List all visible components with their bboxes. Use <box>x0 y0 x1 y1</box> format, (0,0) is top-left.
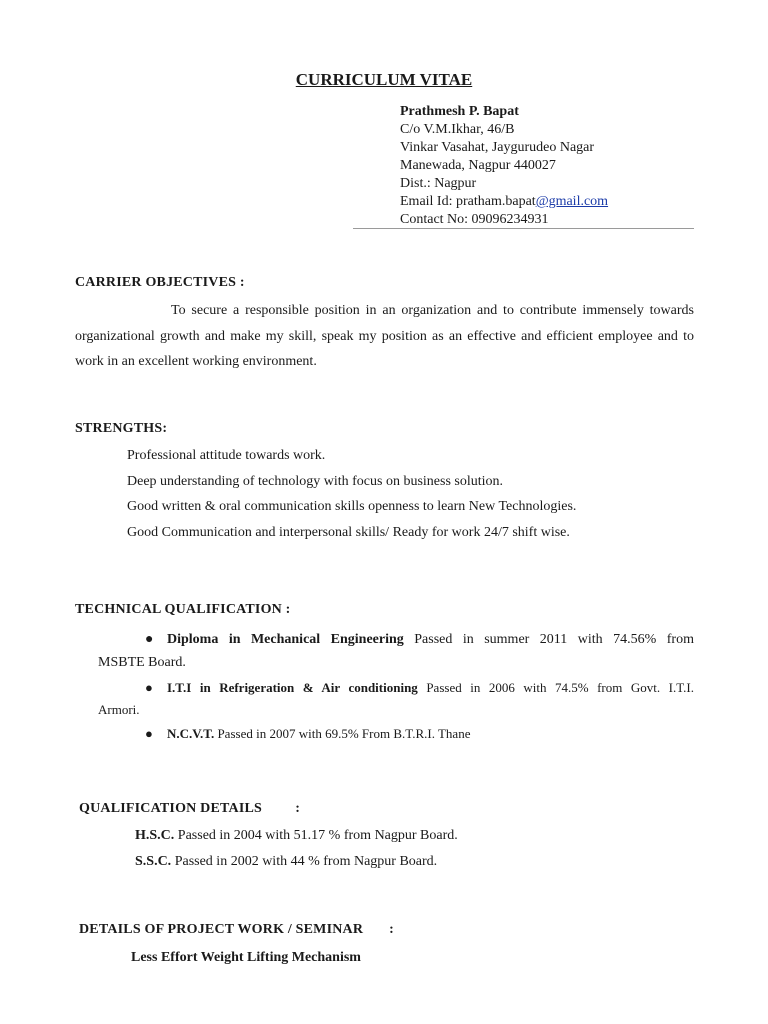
qualification-item-detail: Passed in 2004 with 51.17 % from Nagpur Board. <box>174 828 458 843</box>
bullet-icon: ● <box>145 680 153 695</box>
qualification-item-detail: Passed in 2002 with 44 % from Nagpur Board. <box>171 854 438 869</box>
bullet-icon: ● <box>145 726 153 741</box>
strength-item: Good written & oral communication skills openness to learn New Technologies. <box>127 499 577 514</box>
email-link[interactable]: @gmail.com <box>535 194 609 209</box>
qualification-item-title: S.S.C. <box>135 854 172 869</box>
district: Dist.: Nagpur <box>400 176 477 191</box>
qualification-item <box>135 823 458 849</box>
technical-item-detail: Passed in summer 2011 with 74.56% from <box>403 632 694 647</box>
address-line-3: Manewada, Nagpur 440027 <box>400 158 556 173</box>
address-line-2: Vinkar Vasahat, Jaygurudeo Nagar <box>400 140 595 155</box>
technical-item-title: Diploma in Mechanical Engineering <box>167 632 404 647</box>
header-divider <box>353 228 694 229</box>
project-title: Less Effort Weight Lifting Mechanism <box>131 950 361 965</box>
strength-item: Deep understanding of technology with focus on business solution. <box>127 473 504 489</box>
bullet-icon: ● <box>145 632 154 647</box>
objectives-text: To secure a responsible position in an organization and to contribute immensely towards organizational growth and make my skill, speak my position as an effective and efficient employee and to work in an excellent working environment. <box>75 303 694 369</box>
document-title: CURRICULUM VITAE <box>295 70 473 89</box>
strength-item: Good Communication and interpersonal skills/ Ready for work 24/7 shift wise. <box>127 524 570 540</box>
technical-item-title: I.T.I in Refrigeration & Air conditioning <box>167 680 418 695</box>
objectives-heading: CARRIER OBJECTIVES : <box>75 275 245 290</box>
contact-number: Contact No: 09096234931 <box>400 212 549 227</box>
strength-item: Professional attitude towards work. <box>127 448 326 463</box>
technical-heading: TECHNICAL QUALIFICATION : <box>75 602 291 617</box>
project-heading: DETAILS OF PROJECT WORK / SEMINAR : <box>79 922 394 937</box>
technical-item-continuation: Armori. <box>98 702 140 717</box>
strengths-heading: STRENGTHS: <box>75 421 168 436</box>
technical-item <box>145 628 694 651</box>
technical-item-title: N.C.V.T. <box>167 726 215 741</box>
objectives-paragraph <box>75 298 694 375</box>
technical-item-detail: Passed in 2007 with 69.5% From B.T.R.I. Thane <box>214 726 471 741</box>
technical-item-continuation: MSBTE Board. <box>98 655 186 670</box>
email-prefix: Email Id: pratham.bapat <box>400 194 536 209</box>
technical-item <box>145 722 470 745</box>
qualification-item <box>135 849 437 875</box>
qualification-item-title: H.S.C. <box>135 828 175 843</box>
qualification-heading: QUALIFICATION DETAILS : <box>79 801 301 816</box>
technical-item <box>145 676 694 699</box>
technical-item-detail: Passed in 2006 with 74.5% from Govt. I.T.I. <box>417 680 694 695</box>
contact-block <box>400 103 608 229</box>
candidate-name: Prathmesh P. Bapat <box>400 104 519 119</box>
address-line-1: C/o V.M.Ikhar, 46/B <box>400 122 515 137</box>
email-line <box>400 193 608 211</box>
